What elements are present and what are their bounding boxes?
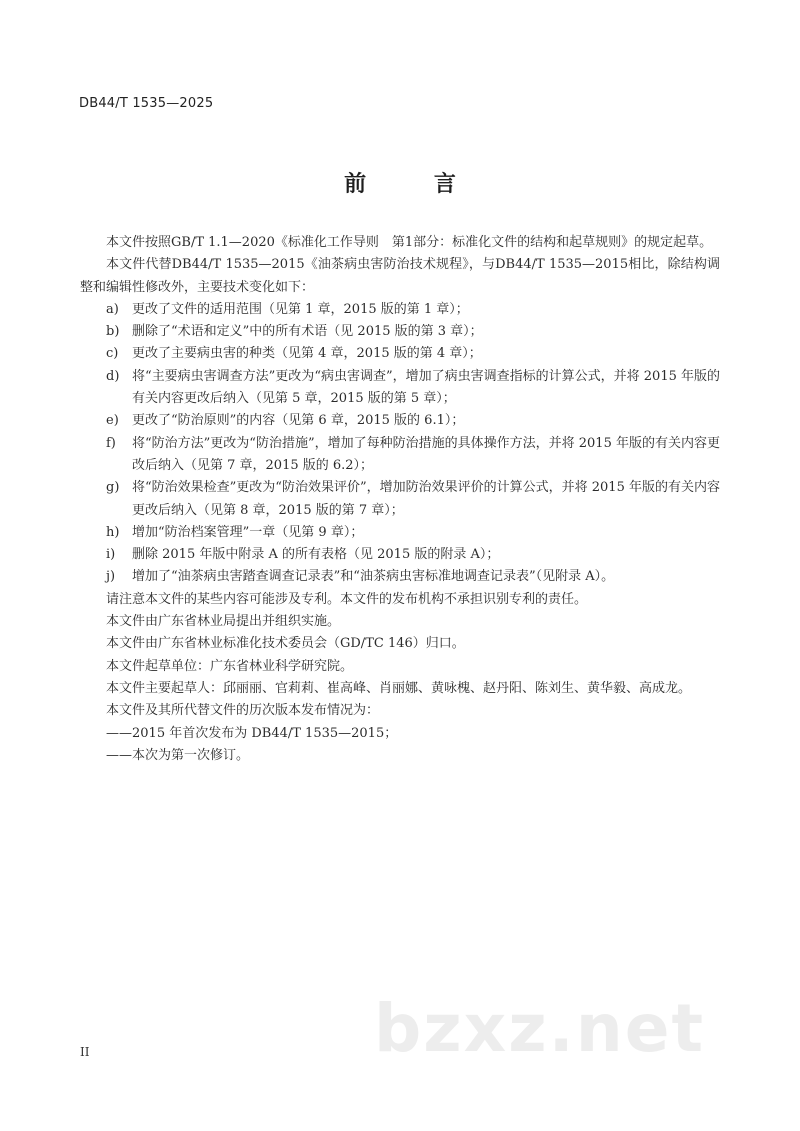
item-text: 删除 2015 年版中附录 A 的所有表格（见 2015 版的附录 A）； xyxy=(132,547,500,563)
intro-paragraph: 本文件按照GB/T 1.1—2020《标准化工作导则 第1部分：标准化文件的结构和起草规则》的规定起草。 xyxy=(106,235,713,250)
patent-notice: 请注意本文件的某些内容可能涉及专利。本文件的发布机构不承担识别专利的责任。 xyxy=(106,591,588,607)
item-marker: j) xyxy=(106,569,116,585)
committee-statement: 本文件由广东省林业标准化技术委员会（GD/TC 146）归口。 xyxy=(106,636,465,652)
item-marker: e) xyxy=(106,413,119,429)
change-item-e xyxy=(80,410,720,432)
page-number: II xyxy=(80,1045,90,1059)
item-text: 将“防治效果检查”更改为“防治效果评价”，增加防治效果评价的计算公式，并将 2015 年版的有关内容更改后纳入（见第 8 章，2015 版的第 7 章）； xyxy=(132,480,720,518)
history-intro: 本文件及其所代替文件的历次版本发布情况为： xyxy=(106,703,380,719)
watermark-logo: bzxz.net xyxy=(374,990,706,1067)
document-code: DB44/T 1535—2025 xyxy=(79,96,214,111)
change-item-f xyxy=(80,433,720,478)
change-item-i xyxy=(80,544,720,566)
change-item-d xyxy=(80,366,720,411)
document-body xyxy=(80,232,720,767)
item-marker: i) xyxy=(106,547,116,563)
item-marker: h) xyxy=(106,524,120,540)
item-text: 删除了“术语和定义”中的所有术语（见 2015 版的第 3 章）； xyxy=(132,324,483,340)
item-marker: a) xyxy=(106,301,119,317)
item-text: 将“防治方法”更改为“防治措施”，增加了每种防治措施的具体操作方法，并将 2015 年版的有关内容更改后纳入（见第 7 章，2015 版的 6.2）； xyxy=(132,435,720,473)
page-title: 前 言 xyxy=(344,172,486,197)
proposer-statement: 本文件由广东省林业局提出并组织实施。 xyxy=(106,614,341,630)
history-item: ——2015 年首次发布为 DB44/T 1535—2015； xyxy=(106,725,398,741)
item-text: 增加“防治档案管理”一章（见第 9 章）； xyxy=(132,524,364,540)
change-item-c xyxy=(80,343,720,365)
item-marker: g) xyxy=(106,480,120,496)
change-item-h xyxy=(80,522,720,544)
item-marker: b) xyxy=(106,324,120,340)
change-item-j xyxy=(80,566,720,588)
drafters-list: 本文件主要起草人：邱丽丽、官莉莉、崔高峰、肖丽娜、黄咏槐、赵丹阳、陈刘生、黄华毅、高成龙。 xyxy=(106,680,692,696)
item-text: 将“主要病虫害调查方法”更改为“病虫害调查”，增加了病虫害调查指标的计算公式，并将 2015 年版的有关内容更改后纳入（见第 5 章，2015 版的第 5 章）； xyxy=(132,368,720,407)
change-item-g xyxy=(80,477,720,522)
change-item-a xyxy=(80,299,720,321)
item-marker: f) xyxy=(106,435,116,451)
item-marker: d) xyxy=(106,368,120,384)
drafting-unit: 本文件起草单位：广东省林业科学研究院。 xyxy=(106,658,354,674)
item-text: 更改了主要病虫害的种类（见第 4 章，2015 版的第 4 章）； xyxy=(132,346,482,362)
item-text: 更改了文件的适用范围（见第 1 章，2015 版的第 1 章）； xyxy=(132,301,469,317)
item-text: 增加了“油茶病虫害踏查调查记录表”和“油茶病虫害标准地调查记录表”（见附录 A）。 xyxy=(132,569,615,585)
change-item-b xyxy=(80,321,720,343)
intro-paragraph: 本文件代替DB44/T 1535—2015《油茶病虫害防治技术规程》，与DB44/T 1535—2015相比，除结构调整和编辑性修改外，主要技术变化如下： xyxy=(80,257,720,295)
item-text: 更改了“防治原则”的内容（见第 6 章，2015 版的 6.1）； xyxy=(132,413,465,429)
history-item: ——本次为第一次修订。 xyxy=(106,747,250,763)
item-marker: c) xyxy=(106,346,119,362)
